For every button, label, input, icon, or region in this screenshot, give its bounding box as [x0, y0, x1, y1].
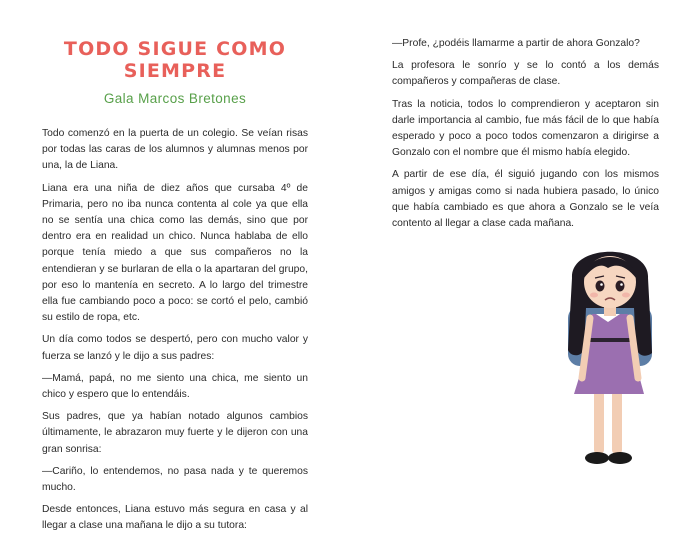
right-leg-icon: [612, 388, 622, 454]
left-shoe-icon: [585, 452, 609, 464]
paragraph: Todo comenzó en la puerta de un colegio. Se veían risas por todas las caras de los alumnos y alumnas menos por una, la de Liana.: [42, 128, 308, 172]
right-page: [350, 0, 700, 494]
belt-icon: [589, 338, 631, 342]
paragraph: La profesora le sonrío y se lo contó a los demás compañeros y compañeras de clase.: [392, 60, 659, 88]
right-cheek-icon: [622, 293, 630, 298]
paragraph: Tras la noticia, todos lo comprendieron y aceptaron sin darle importancia al cambio, fue más fácil de lo que había esperado y poco a poco todos comenzaron a dirigirse a Gonzalo con el nombre que él mismo había elegido.: [392, 98, 659, 159]
paragraph: —Profe, ¿podéis llamarme a partir de ahora Gonzalo?: [392, 38, 640, 49]
left-eye-icon: [596, 281, 605, 292]
story-title: TODO SIGUE COMO SIEMPRE: [63, 38, 287, 82]
left-leg-icon: [594, 388, 604, 454]
paragraph: Desde entonces, Liana estuvo más segura en casa y al llegar a clase una mañana le dijo a su tutora:: [42, 504, 308, 532]
left-cheek-icon: [590, 293, 598, 298]
right-eye-icon: [616, 281, 625, 292]
paragraph: —Cariño, lo entendemos, no pasa nada y te queremos mucho.: [42, 465, 308, 494]
paragraph: Sus padres, que ya habían notado algunos cambios últimamente, le abrazaron muy fuerte y le dijeron con una gran sonrisa:: [42, 411, 308, 455]
paragraph: —Mamá, papá, no me siento una chica, me siento un chico y espero que lo entendáis.: [42, 372, 308, 401]
right-shoe-icon: [608, 452, 632, 464]
girl-with-backpack-illustration: [550, 238, 670, 478]
right-story-text: [392, 36, 659, 232]
story-author: Gala Marcos Bretones: [103, 91, 247, 106]
paragraph: Un día como todos se despertó, pero con mucho valor y fuerza se lanzó y le dijo a sus padres:: [42, 334, 308, 362]
paragraph: Liana era una niña de diez años que cursaba 4º de Primaria, pero no iba nunca contenta al cole ya que ella no se sentía una chica como las demás, sino que por dentro era en realidad un chico. Nunca hablaba de ello porque tenía miedo a que sus compañeros no la entendieran y se burlaran de ella o la apartaran del grupo, por eso lo mantenía en secreto. A lo largo del trimestre ella fue cambiando poco a poco: se cortó el pelo, cambió su estilo de ropa, etc.: [42, 182, 308, 324]
paragraph: A partir de ese día, él siguió jugando con los mismos amigos y amigas como si nada hubiera pasado, lo único que había cambiado es que ahora a Gonzalo se le veía contento al llegar a clase cada mañana.: [392, 169, 659, 230]
left-page: [0, 0, 350, 532]
left-story-text: [42, 126, 308, 535]
